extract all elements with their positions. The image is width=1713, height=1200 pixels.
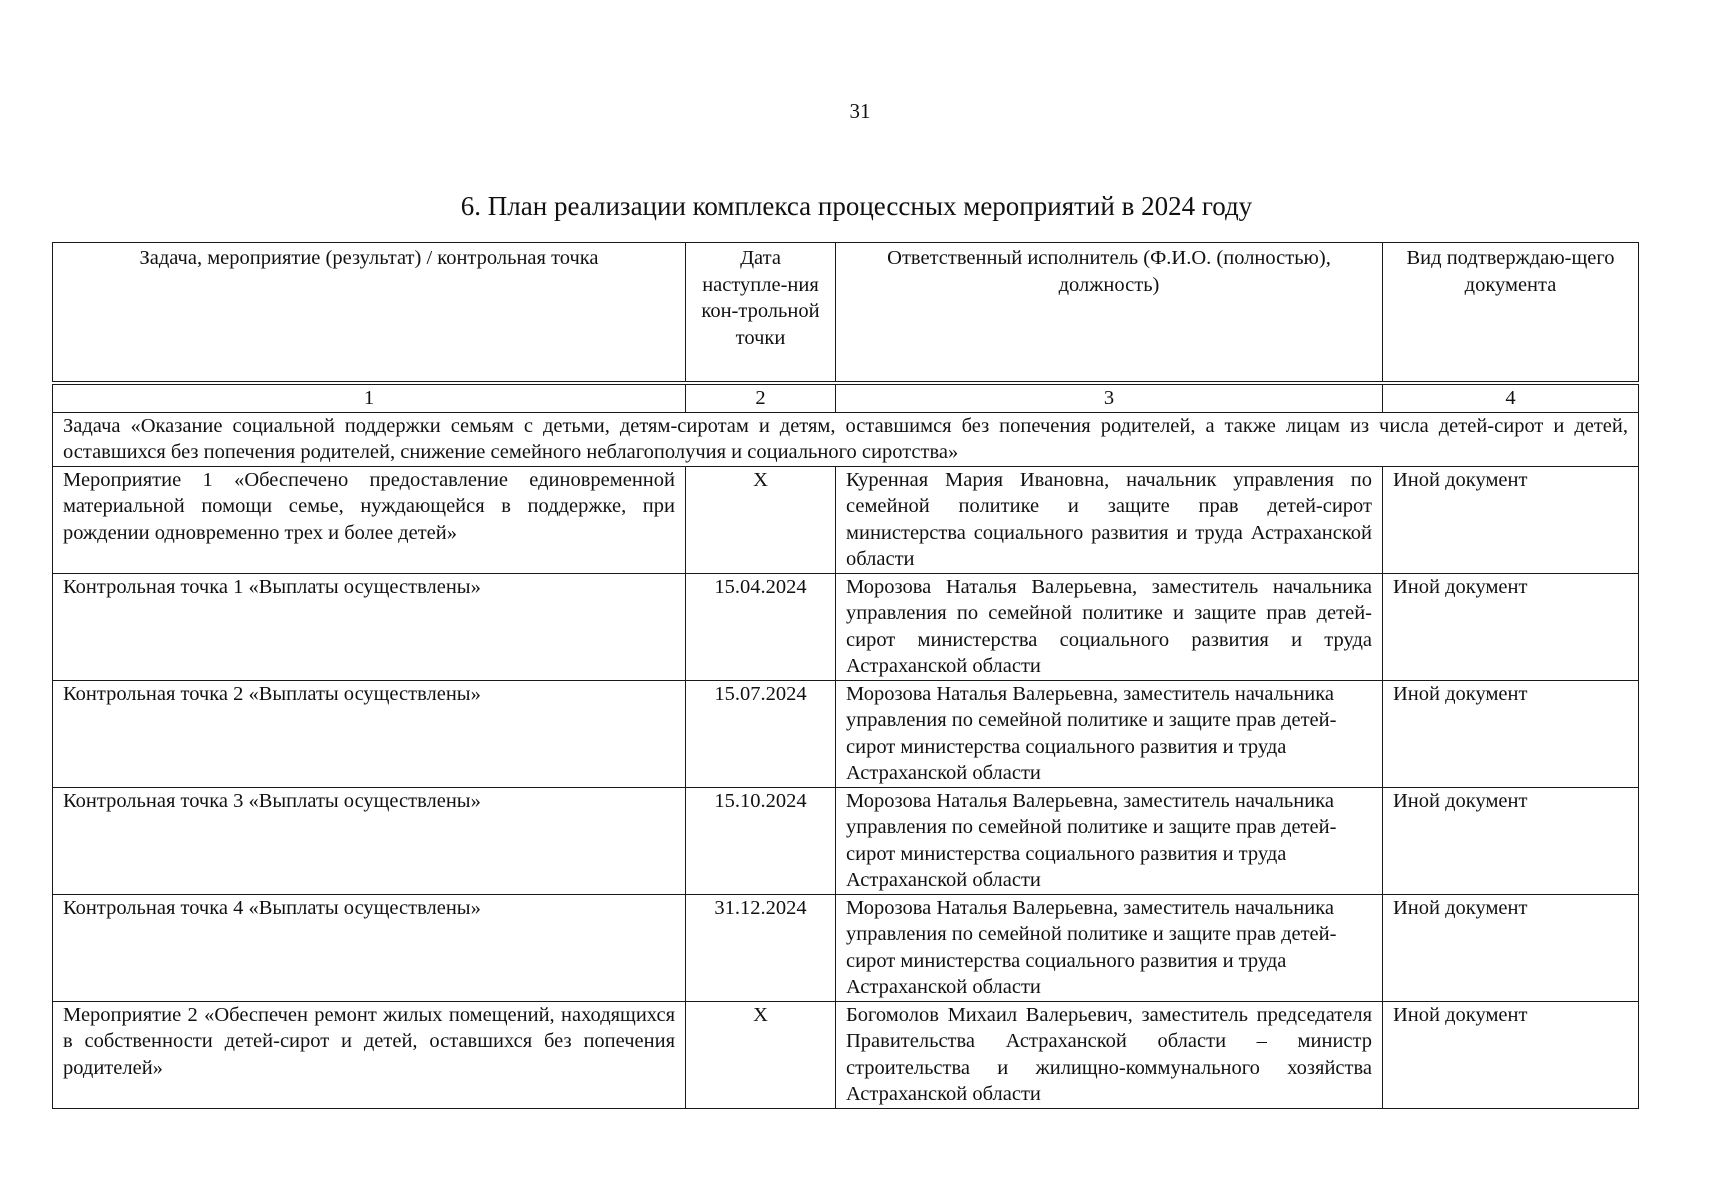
row-name-cell: Контрольная точка 3 «Выплаты осуществлены» <box>53 787 686 894</box>
column-number: 3 <box>836 383 1383 412</box>
plan-table <box>52 242 1639 1109</box>
header-document-column: Вид подтверждаю-щего документа <box>1383 243 1639 384</box>
row-executor-cell: Куренная Мария Ивановна, начальник управления по семейной политике и защите прав детей-сирот министерства социального развития и труда Астраханской области <box>836 466 1383 573</box>
column-numbers-row <box>53 383 1639 412</box>
row-executor-cell: Морозова Наталья Валерьевна, заместитель начальника управления по семейной политике и защите прав детей-сирот министерства социального развития и труда Астраханской области <box>836 787 1383 894</box>
row-executor-cell: Морозова Наталья Валерьевна, заместитель начальника управления по семейной политике и защите прав детей-сирот министерства социального развития и труда Астраханской области <box>836 680 1383 787</box>
page-number: 31 <box>849 99 871 123</box>
document-title: 6. План реализации комплекса процессных мероприятий в 2024 году <box>460 191 1253 221</box>
row-name-cell: Контрольная точка 4 «Выплаты осуществлены» <box>53 894 686 1001</box>
row-date-cell: 15.10.2024 <box>686 787 836 894</box>
header-task-column: Задача, мероприятие (результат) / контрольная точка <box>53 243 686 384</box>
row-executor-cell: Морозова Наталья Валерьевна, заместитель начальника управления по семейной политике и защите прав детей-сирот министерства социального развития и труда Астраханской области <box>836 894 1383 1001</box>
row-date-cell: 31.12.2024 <box>686 894 836 1001</box>
row-date-cell: X <box>686 466 836 573</box>
column-number: 4 <box>1383 383 1639 412</box>
row-document-cell: Иной документ <box>1383 680 1639 787</box>
row-document-cell: Иной документ <box>1383 573 1639 680</box>
row-document-cell: Иной документ <box>1383 1001 1639 1108</box>
table-row <box>53 573 1639 680</box>
header-date-column: Дата наступле-ния кон-трольной точки <box>686 243 836 384</box>
row-date-cell: 15.07.2024 <box>686 680 836 787</box>
table-row <box>53 466 1639 573</box>
row-document-cell: Иной документ <box>1383 894 1639 1001</box>
task-description: Задача «Оказание социальной поддержки семьям с детьми, детям-сиротам и детям, оставшимся без попечения родителей, а также лицам из числа детей-сирот и детей, оставшихся без попечения родителей, снижение семейного неблагополучия и социального сиротства» <box>53 412 1639 466</box>
row-name-cell: Мероприятие 1 «Обеспечено предоставление единовременной материальной помощи семье, нуждающейся в поддержке, при рождении одновременно трех и более детей» <box>53 466 686 573</box>
table-header-row <box>53 243 1639 384</box>
row-name-cell: Мероприятие 2 «Обеспечен ремонт жилых помещений, находящихся в собственности детей-сирот и детей, оставшихся без попечения родителей» <box>53 1001 686 1108</box>
row-document-cell: Иной документ <box>1383 466 1639 573</box>
row-document-cell: Иной документ <box>1383 787 1639 894</box>
row-date-cell: X <box>686 1001 836 1108</box>
row-name-cell: Контрольная точка 1 «Выплаты осуществлены» <box>53 573 686 680</box>
column-number: 2 <box>686 383 836 412</box>
table-row <box>53 1001 1639 1108</box>
header-executor-column: Ответственный исполнитель (Ф.И.О. (полностью), должность) <box>836 243 1383 384</box>
row-executor-cell: Богомолов Михаил Валерьевич, заместитель председателя Правительства Астраханской области – министр строительства и жилищно-коммунального хозяйства Астраханской области <box>836 1001 1383 1108</box>
task-row <box>53 412 1639 466</box>
column-number: 1 <box>53 383 686 412</box>
row-executor-cell: Морозова Наталья Валерьевна, заместитель начальника управления по семейной политике и защите прав детей-сирот министерства социального развития и труда Астраханской области <box>836 573 1383 680</box>
table-row <box>53 680 1639 787</box>
row-name-cell: Контрольная точка 2 «Выплаты осуществлены» <box>53 680 686 787</box>
row-date-cell: 15.04.2024 <box>686 573 836 680</box>
table-row <box>53 894 1639 1001</box>
table-row <box>53 787 1639 894</box>
